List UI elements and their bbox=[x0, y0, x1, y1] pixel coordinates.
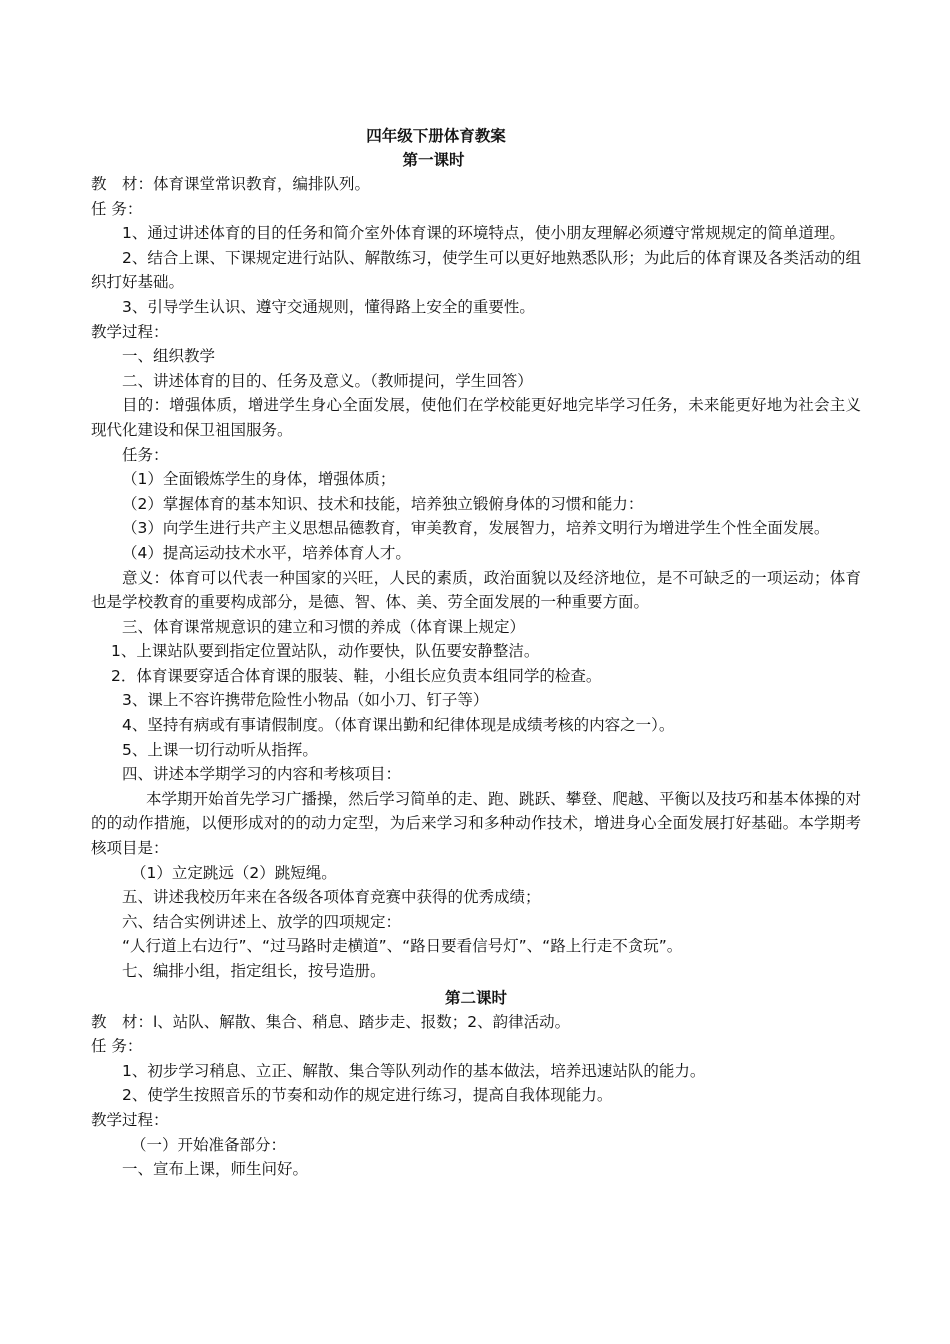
process-item-3: 三、体育课常规意识的建立和习惯的养成（体育课上规定） bbox=[122, 617, 526, 636]
meaning-paragraph: 意义：体育可以代表一种国家的兴旺，人民的素质，政治面貌以及经济地位，是不可缺乏的一项运动；体育也是学校教育的重要构成部分，是德、智、体、美、劳全面发展的一种重要方面。 bbox=[91, 568, 861, 612]
process-item-2: 二、讲述体育的目的、任务及意义。（教师提问，学生回答） bbox=[122, 371, 533, 390]
lesson2-step-1: 一、宣布上课，师生问好。 bbox=[122, 1160, 309, 1179]
lesson1-task-1: 1、通过讲述体育的目的任务和简介室外体育课的环境特点，使小朋友理解必须遵守常规规定的简单道理。 bbox=[122, 224, 845, 243]
lesson2-task-1: 1、初步学习稍息、立正、解散、集合等队列动作的基本做法，培养迅速站队的能力。 bbox=[122, 1061, 706, 1080]
rule-5: 5、上课一切行动听从指挥。 bbox=[122, 740, 318, 759]
lesson2-material: 教 材：l、站队、解散、集合、稍息、踏步走、报数；2、韵律活动。 bbox=[91, 1012, 571, 1031]
lesson1-process-label: 教学过程： bbox=[91, 322, 169, 341]
task-subheading: 任务： bbox=[122, 445, 169, 464]
lesson2-process-label: 教学过程： bbox=[91, 1110, 169, 1129]
process-item-6: 六、结合实例讲述上、放学的四项规定： bbox=[122, 912, 402, 931]
lesson1-task-3: 3、引导学生认识、遵守交通规则，懂得路上安全的重要性。 bbox=[122, 297, 535, 316]
lesson1-task-label: 任 务： bbox=[91, 199, 143, 218]
lesson2-task-label: 任 务： bbox=[91, 1037, 143, 1056]
process-item-7: 七、编排小组，指定组长，按号造册。 bbox=[122, 962, 386, 980]
goal-paragraph: 目的：增强体质，增进学生身心全面发展，使他们在学校能更好地完毕学习任务，未来能更好地为社会主义现代化建设和保卫祖国服务。 bbox=[91, 396, 861, 439]
process-item-5: 五、讲述我校历年来在各级各项体育竞赛中获得的优秀成绩； bbox=[122, 888, 541, 907]
semester-paragraph: 本学期开始首先学习广播操，然后学习简单的走、跑、跳跃、攀登、爬越、平衡以及技巧和基本体操的对的的动作措施，以便形成对的的动力定型，为后来学习和多种动作技术，增进身心全面发展打好基础。本学期考核项目是： bbox=[91, 789, 861, 858]
document-body bbox=[91, 124, 861, 1182]
goal-task-1: （1）全面锻炼学生的身体，增强体质； bbox=[122, 470, 396, 489]
rule-4: 4、坚持有病或有事请假制度。（体育课出勤和纪律体现是成绩考核的内容之一）。 bbox=[122, 716, 675, 735]
traffic-rules: “人行道上右边行”、“过马路时走横道”、“路日要看信号灯”、“路上行走不贪玩”。 bbox=[122, 937, 683, 956]
lesson2-task-2: 2、使学生按照音乐的节奏和动作的规定进行练习，提高自我体现能力。 bbox=[122, 1086, 613, 1105]
goal-task-4: （4）提高运动技术水平，培养体育人才。 bbox=[122, 543, 411, 562]
rule-1: 1、上课站队要到指定位置站队，动作要快，队伍要安静整洁。 bbox=[111, 642, 540, 661]
process-item-1: 一、组织教学 bbox=[122, 347, 216, 366]
rule-3: 3、课上不容许携带危险性小物品（如小刀、钉子等） bbox=[122, 691, 489, 710]
lesson2-heading: 第二课时 bbox=[444, 988, 507, 1007]
rule-2: 2．体育课要穿适合体育课的服装、鞋，小组长应负责本组同学的检查。 bbox=[111, 666, 602, 685]
document-title: 四年级下册体育教案 bbox=[366, 127, 506, 145]
exam-items: （1）立定跳远（2）跳短绳。 bbox=[131, 863, 337, 882]
process-item-4: 四、讲述本学期学习的内容和考核项目： bbox=[122, 765, 402, 784]
goal-task-3: （3）向学生进行共产主义思想品德教育，审美教育，发展智力，培养文明行为增进学生个性全面发展。 bbox=[122, 519, 830, 538]
lesson2-prep: （一）开始准备部分： bbox=[131, 1135, 287, 1154]
goal-task-2: （2）掌握体育的基本知识、技术和技能，培养独立锻俯身体的习惯和能力： bbox=[122, 494, 644, 513]
lesson1-heading: 第一课时 bbox=[402, 151, 465, 169]
lesson1-material: 教 材：体育课堂常识教育，编排队列。 bbox=[91, 175, 371, 193]
lesson1-task-2: 2、结合上课、下课规定进行站队、解散练习，使学生可以更好地熟悉队形；为此后的体育课及各类活动的组织打好基础。 bbox=[91, 248, 861, 292]
